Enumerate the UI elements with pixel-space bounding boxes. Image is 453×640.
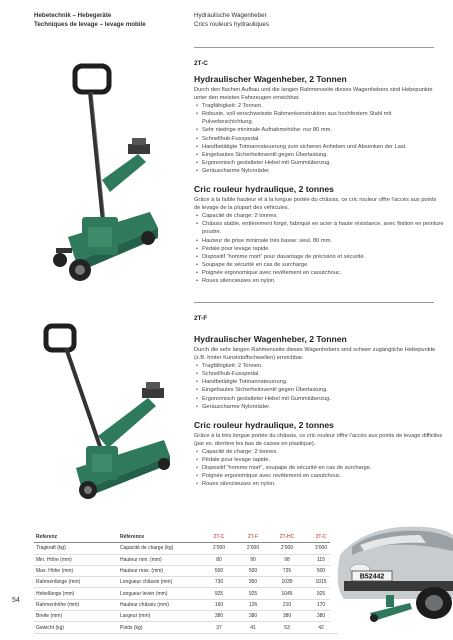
- cell: 380: [304, 611, 338, 622]
- cell: 2’000: [270, 543, 304, 554]
- bullet: • Ergonomisch gestalteter Hebel mit Gummiüberzug.: [194, 159, 444, 167]
- table-row: [34, 554, 338, 565]
- cell: Breite (mm): [34, 611, 118, 622]
- cell: Min. Höhe (mm): [34, 554, 118, 565]
- cell: Rahmenhöhe (mm): [34, 599, 118, 610]
- bullet: • Eingebautes Sicherheitsventil gegen Überlastung.: [194, 386, 444, 394]
- cell: 1045: [270, 588, 304, 599]
- column-header-2t-c: 2T-C: [202, 532, 236, 543]
- cell: 42: [304, 622, 338, 633]
- column-header-2t-hc: 2T-HC: [270, 532, 304, 543]
- de-intro: Durch die sehr langen Rahmenseite dieses Wagenhebers sind schwer zugängliche Hebepunkte (z.B. hinter Kunststoffschwellen) erreichbar.: [194, 347, 436, 362]
- bullet: • Hauteur de prise minimale très basse: seul. 80 mm.: [194, 237, 444, 245]
- car-with-jack-photo: [330, 517, 453, 623]
- bullet: • Châssis stable, entièrement forgé, fabriqué en acier à haute résistance, avec finition en peinture poudre.: [194, 220, 444, 236]
- header-right-line1: Hydraulische Wagenheber: [194, 12, 267, 19]
- fr-title: Cric rouleur hydraulique, 2 tonnes: [194, 184, 334, 195]
- cell: Largeur (mm): [118, 611, 202, 622]
- bullet: • Robuste, voll verschweisste Rahmenkonstruktion aus hochfestem Stahl mit Pulverbeschichtung.: [194, 110, 444, 126]
- product-code-2t-c: 2T-C: [194, 47, 434, 67]
- bullet: • Tragfähigkeit: 2 Tonnen.: [194, 102, 444, 110]
- fr-intro: Grâce à la très longue portée du châssis, ce cric rouleur offre l’accès aux points de levage difficiles (par ex. derrière les bas de caisse en plastique).: [194, 432, 443, 447]
- page-number: 54: [12, 597, 20, 604]
- bullet: • Roues silencieuses en nylon.: [194, 480, 444, 488]
- header-left-line1: Hebetechnik – Hebegeräte: [34, 12, 112, 19]
- cell: 925: [202, 588, 236, 599]
- cell: 37: [202, 622, 236, 633]
- bullet: • Dispositif “homme mort” pour davantage de précision et sécurité.: [194, 253, 444, 261]
- cell: 380: [236, 611, 270, 622]
- column-header-referenz: Referenz: [34, 532, 118, 543]
- bullet: • Capacité de charge: 2 tonnes.: [194, 212, 444, 220]
- cell: 735: [270, 565, 304, 576]
- de-bullet-list: [194, 102, 444, 175]
- cell: 925: [304, 588, 338, 599]
- bullet: • Pédale pour levage rapide.: [194, 245, 444, 253]
- table-row: [34, 577, 338, 588]
- cell: 380: [270, 611, 304, 622]
- bullet: • Schnellhub-Fusspedal.: [194, 370, 444, 378]
- product-section-2t-c: [194, 74, 444, 285]
- cell: 115: [304, 554, 338, 565]
- cell: 2’000: [236, 543, 270, 554]
- de-title: Hydraulischer Wagenheber, 2 Tonnen: [194, 74, 347, 84]
- cell: Longueur châssis (mm): [118, 577, 202, 588]
- cell: Rahmenlänge (mm): [34, 577, 118, 588]
- cell: Tragkraft (kg): [34, 543, 118, 554]
- cell: Max. Höhe (mm): [34, 565, 118, 576]
- fr-bullet-list: [194, 212, 444, 285]
- cell: 170: [304, 599, 338, 610]
- bullet: • Handbetätigte Totmannsteuerung.: [194, 378, 444, 386]
- floor-jack-2t-f-image: [38, 318, 188, 500]
- table-row: [34, 599, 338, 610]
- cell: 98: [270, 554, 304, 565]
- bullet: • Tragfähigkeit: 2 Tonnen.: [194, 362, 444, 370]
- fr-intro: Grâce à la faible hauteur et à la longue portée du châssis, ce cric rouleur offre l’accès aux points de levage de la plupart des véhicules.: [194, 197, 437, 212]
- cell: Hauteur min. (mm): [118, 554, 202, 565]
- cell: 500: [202, 565, 236, 576]
- product-section-2t-f: [194, 334, 444, 488]
- cell: 126: [236, 599, 270, 610]
- bullet: • Soupape de sécurité en cas de surcharge.: [194, 261, 444, 269]
- cell: 500: [304, 565, 338, 576]
- column-header-reference: Référence: [118, 532, 202, 543]
- product-code-2t-f: 2T-F: [194, 302, 434, 322]
- cell: 160: [202, 599, 236, 610]
- cell: 380: [202, 611, 236, 622]
- table-row: [34, 565, 338, 576]
- bullet: • Ergonomisch gestalteter Hebel mit Gummiüberzug.: [194, 395, 444, 403]
- header-left-line2: Techniques de levage – levage mobile: [34, 21, 146, 28]
- cell: Gewicht (kg): [34, 622, 118, 633]
- cell: 41: [236, 622, 270, 633]
- table-row: [34, 588, 338, 599]
- bullet: • Sehr niedrige minimale Aufnahmehöhe: nur 80 mm.: [194, 126, 444, 134]
- fr-bullet-list: [194, 448, 444, 488]
- cell: Hauteur max. (mm): [118, 565, 202, 576]
- cell: Capacité de charge (kg): [118, 543, 202, 554]
- bullet: • Dispositif “homme mort”, soupape de sécurité en cas de surcharge.: [194, 464, 444, 472]
- cell: 950: [236, 577, 270, 588]
- table-row: [34, 611, 338, 622]
- de-title: Hydraulischer Wagenheber, 2 Tonnen: [194, 334, 347, 344]
- column-header-3t-c: 3T-C: [304, 532, 338, 543]
- table-header-row: [34, 532, 338, 543]
- cell: 1035: [270, 577, 304, 588]
- cell: 53: [270, 622, 304, 633]
- fr-title: Cric rouleur hydraulique, 2 tonnes: [194, 419, 334, 430]
- bullet: • Poignée ergonomique avec revêtement en caoutchouc.: [194, 269, 444, 277]
- bullet: • Roues silencieuses en nylon.: [194, 277, 444, 285]
- bullet: • Poignée ergonomique avec revêtement en caoutchouc.: [194, 472, 444, 480]
- de-intro: Durch den flachen Aufbau und die langen Rahmenseite dieses Wagenhebers sind Hebepunkte unter den meisten Fahrzeugen erreichbar.: [194, 87, 433, 102]
- table-row: [34, 622, 338, 633]
- floor-jack-2t-c-image: [30, 62, 180, 294]
- spec-table: [34, 532, 338, 634]
- cell: Longueur levier (mm): [118, 588, 202, 599]
- cell: 1015: [304, 577, 338, 588]
- cell: 3’000: [304, 543, 338, 554]
- bullet: • Geräuscharme Nylonräder.: [194, 403, 444, 411]
- cell: 500: [236, 565, 270, 576]
- license-plate-text: B52442: [359, 573, 385, 581]
- header-right: [194, 11, 269, 29]
- cell: Hauteur châssis (mm): [118, 599, 202, 610]
- cell: 90: [236, 554, 270, 565]
- bullet: • Pédale pour levage rapide.: [194, 456, 444, 464]
- cell: 210: [270, 599, 304, 610]
- cell: 2’000: [202, 543, 236, 554]
- table-row: [34, 543, 338, 554]
- bullet: • Eingebautes Sicherheitsventil gegen Überlastung.: [194, 151, 444, 159]
- cell: 925: [236, 588, 270, 599]
- de-bullet-list: [194, 362, 444, 411]
- cell: 730: [202, 577, 236, 588]
- cell: Poids (kg): [118, 622, 202, 633]
- bullet: • Capacité de charge: 2 tonnes.: [194, 448, 444, 456]
- header-right-line2: Crics rouleurs hydrauliques: [194, 21, 269, 28]
- bullet: • Handbetätigte Totmannsteuerung zum sicheren Anheben und Absenken der Last.: [194, 143, 444, 151]
- header-left: [34, 11, 146, 29]
- column-header-2t-f: 2T-F: [236, 532, 270, 543]
- cell: 80: [202, 554, 236, 565]
- bullet: • Geräuscharme Nylonräder.: [194, 167, 444, 175]
- cell: Hebellänge (mm): [34, 588, 118, 599]
- bullet: • Schnellhub-Fusspedal.: [194, 135, 444, 143]
